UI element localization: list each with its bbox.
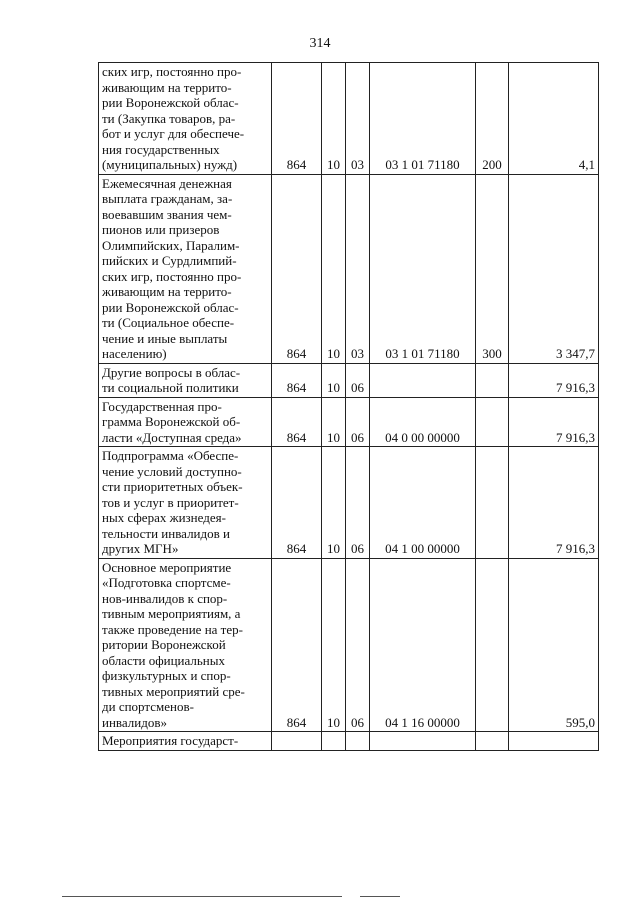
section-code: 10 (322, 363, 346, 397)
expense-type-code (476, 397, 509, 447)
table-row (99, 447, 599, 559)
row-name: Другие вопросы в облас- ти социальной политики (99, 363, 272, 397)
row-name: Ежемесячная денежная выплата гражданам, за- воевавшим звания чем- пионов или призеров Олимпийских, Паралим- пийских и Сурдлимпий- ских игр, постоянно про- живающим на террито- рии Воронежской облас- ти (Социальное обеспе- чение и иные выплаты населению) (99, 174, 272, 363)
page-bottom-rule (62, 896, 342, 897)
amount: 3 347,7 (509, 174, 599, 363)
target-item-code: 04 0 00 00000 (370, 397, 476, 447)
subsection-code: 03 (346, 174, 370, 363)
expense-type-code (476, 558, 509, 732)
target-item-code: 04 1 16 00000 (370, 558, 476, 732)
section-code: 10 (322, 174, 346, 363)
grbs-code: 864 (272, 558, 322, 732)
grbs-code: 864 (272, 447, 322, 559)
section-code: 10 (322, 447, 346, 559)
amount: 7 916,3 (509, 363, 599, 397)
section-code: 10 (322, 558, 346, 732)
target-item-code: 04 1 00 00000 (370, 447, 476, 559)
table-row (99, 363, 599, 397)
subsection-code: 06 (346, 558, 370, 732)
table-row (99, 558, 599, 732)
section-code: 10 (322, 397, 346, 447)
table-row (99, 397, 599, 447)
page-number: 314 (309, 36, 331, 51)
row-name: Государственная про- грамма Воронежской об- ласти «Доступная среда» (99, 397, 272, 447)
expense-type-code: 200 (476, 63, 509, 175)
target-item-code: 03 1 01 71180 (370, 174, 476, 363)
row-name: Подпрограмма «Обеспе- чение условий доступно- сти приоритетных объек- тов и услуг в приоритет- ных сферах жизнедея- тельности инвалидов и других МГН» (99, 447, 272, 559)
amount (509, 732, 599, 751)
subsection-code: 06 (346, 363, 370, 397)
section-code (322, 732, 346, 751)
table-row (99, 63, 599, 175)
grbs-code (272, 732, 322, 751)
expense-type-code (476, 447, 509, 559)
amount: 7 916,3 (509, 397, 599, 447)
subsection-code (346, 732, 370, 751)
table-row (99, 174, 599, 363)
expense-type-code (476, 732, 509, 751)
row-name: ских игр, постоянно про- живающим на террито- рии Воронежской облас- ти (Закупка товаров, ра- бот и услуг для обеспече- ния государственных (муниципальных) нужд) (99, 63, 272, 175)
amount: 4,1 (509, 63, 599, 175)
target-item-code (370, 363, 476, 397)
target-item-code (370, 732, 476, 751)
page-bottom-rule-short (360, 896, 400, 897)
grbs-code: 864 (272, 397, 322, 447)
row-name: Основное мероприятие «Подготовка спортсме- нов-инвалидов к спор- тивным мероприятиям, а также проведение на тер- ритории Воронежской области официальных физкультурных и спор- тивных мероприятий сре- ди спортсменов- инвалидов» (99, 558, 272, 732)
grbs-code: 864 (272, 363, 322, 397)
expense-type-code: 300 (476, 174, 509, 363)
amount: 7 916,3 (509, 447, 599, 559)
subsection-code: 03 (346, 63, 370, 175)
grbs-code: 864 (272, 174, 322, 363)
subsection-code: 06 (346, 447, 370, 559)
section-code: 10 (322, 63, 346, 175)
amount: 595,0 (509, 558, 599, 732)
target-item-code: 03 1 01 71180 (370, 63, 476, 175)
subsection-code: 06 (346, 397, 370, 447)
expense-type-code (476, 363, 509, 397)
row-name: Мероприятия государст- (99, 732, 272, 751)
table-row (99, 732, 599, 751)
grbs-code: 864 (272, 63, 322, 175)
budget-table (98, 62, 599, 751)
